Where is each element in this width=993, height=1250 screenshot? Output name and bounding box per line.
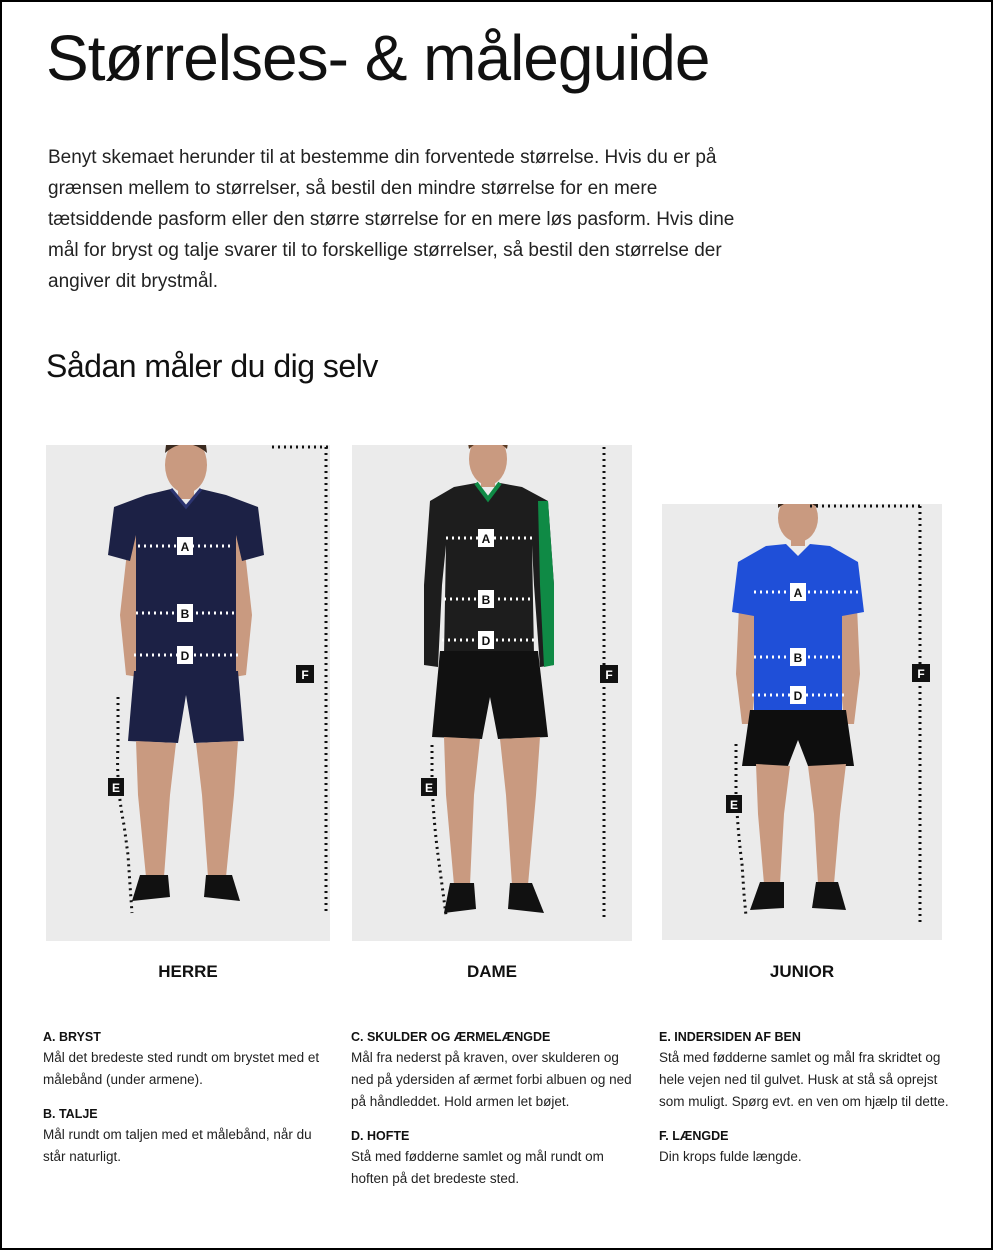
svg-text:D: D: [481, 634, 491, 648]
section-talje: [43, 1105, 333, 1168]
page-title: Størrelses- & måleguide: [46, 22, 710, 94]
marker-a: [177, 537, 193, 555]
figure-dame: [352, 445, 632, 941]
figure-herre: [46, 445, 330, 941]
svg-text:F: F: [301, 668, 309, 682]
photo-dame: [352, 445, 632, 941]
label-junior: JUNIOR: [769, 962, 835, 981]
svg-text:E: E: [424, 781, 434, 795]
section-text: Din krops fulde længde.: [659, 1149, 802, 1164]
marker-d: [177, 646, 193, 664]
section-heading: E. INDERSIDEN AF BEN: [659, 1030, 801, 1044]
label-dame: DAME: [466, 962, 518, 981]
marker-f: [296, 665, 314, 683]
svg-text:A: A: [180, 540, 190, 554]
figure-junior: [662, 504, 942, 940]
marker-b: [177, 604, 193, 622]
marker-e: [421, 778, 437, 796]
section-bryst: [43, 1028, 333, 1091]
svg-text:E: E: [729, 798, 739, 812]
svg-text:B: B: [481, 593, 491, 607]
marker-b: [478, 590, 494, 608]
section-subtitle: Sådan måler du dig selv: [46, 348, 378, 384]
intro-paragraph: Benyt skemaet herunder til at bestemme din forventede størrelse. Hvis du er på grænsen mellem to størrelser, så bestil den mindre størrelse for en mere tætsiddende pasform eller den større størrelse for en mere løs pasform. Hvis dine mål for bryst og talje svarer til to forskellige størrelser, så bestil den størrelse der angiver dit brystmål.: [48, 147, 735, 292]
photo-junior: [662, 504, 942, 940]
section-hofte: [351, 1127, 641, 1190]
section-text: Mål rundt om taljen med et målebånd, når du står naturligt.: [43, 1127, 312, 1164]
marker-f: [912, 664, 930, 682]
svg-text:F: F: [605, 668, 613, 682]
desc-column-3: [659, 1028, 949, 1182]
section-text: Mål fra nederst på kraven, over skulderen og ned på ydersiden af ærmet forbi albuen og ned på håndleddet. Hold armen let bøjet.: [351, 1050, 632, 1109]
section-heading: F. LÆNGDE: [659, 1129, 729, 1143]
svg-text:F: F: [917, 667, 925, 681]
marker-d: [478, 631, 494, 649]
marker-f: [600, 665, 618, 683]
section-heading: B. TALJE: [43, 1107, 98, 1121]
marker-b: [790, 648, 806, 666]
section-laengde: [659, 1127, 949, 1168]
section-heading: D. HOFTE: [351, 1129, 410, 1143]
section-heading: C. SKULDER OG ÆRMELÆNGDE: [351, 1030, 551, 1044]
section-text: Stå med fødderne samlet og mål rundt om hoften på det bredeste sted.: [351, 1149, 604, 1186]
svg-text:D: D: [180, 649, 190, 663]
section-indersiden: [659, 1028, 949, 1113]
section-text: Stå med fødderne samlet og mål fra skridtet og hele vejen ned til gulvet. Husk at stå så oprejst som muligt. Spørg evt. en ven om hjælp til dette.: [659, 1050, 949, 1109]
desc-column-2: [351, 1028, 641, 1204]
marker-a: [790, 583, 806, 601]
marker-a: [478, 529, 494, 547]
svg-text:D: D: [793, 689, 803, 703]
marker-e: [726, 795, 742, 813]
desc-column-1: [43, 1028, 333, 1182]
svg-text:B: B: [180, 607, 190, 621]
svg-text:B: B: [793, 651, 803, 665]
marker-d: [790, 686, 806, 704]
section-heading: A. BRYST: [43, 1030, 101, 1044]
section-skulder: [351, 1028, 641, 1113]
svg-text:A: A: [481, 532, 491, 546]
photo-herre: [46, 445, 330, 941]
marker-e: [108, 778, 124, 796]
svg-text:E: E: [111, 781, 121, 795]
svg-text:A: A: [793, 586, 803, 600]
label-herre: HERRE: [158, 962, 218, 981]
section-text: Mål det bredeste sted rundt om brystet med et målebånd (under armene).: [43, 1050, 320, 1087]
